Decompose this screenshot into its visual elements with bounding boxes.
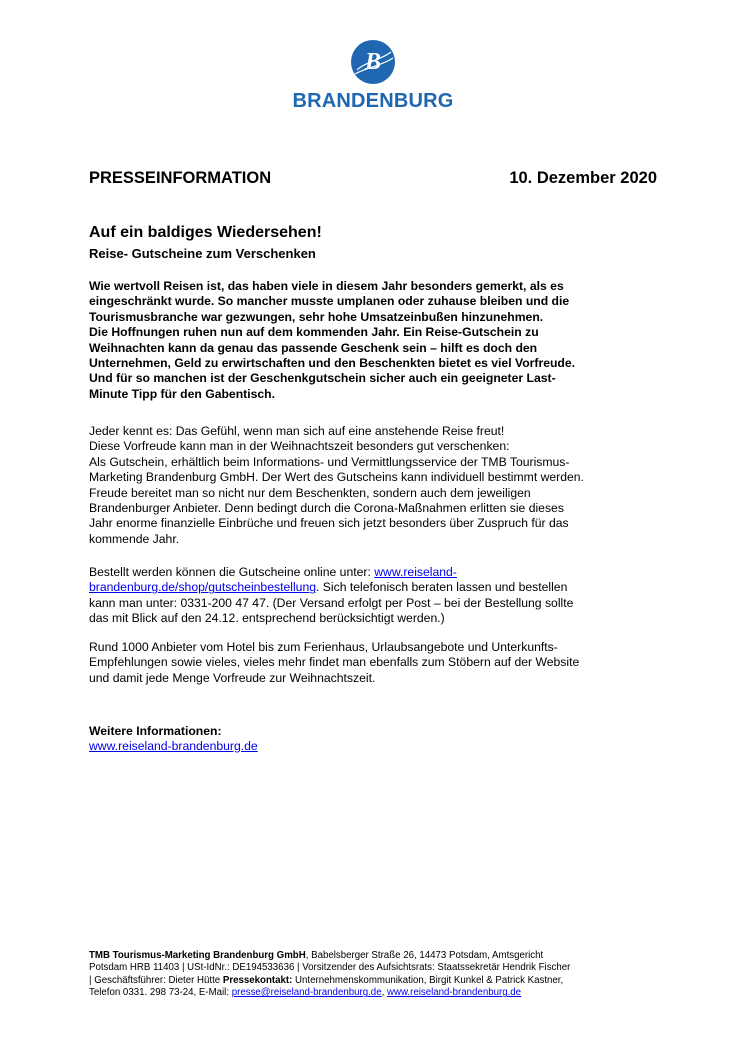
lead-line: Tourismusbranche war gezwungen, sehr hohe Umsatzeinbußen hinzunehmen. <box>89 309 544 324</box>
body-line: . Sich telefonisch beraten lassen und bestellen <box>316 580 568 595</box>
body-line: Marketing Brandenburg GmbH. Der Wert des Gutscheins kann individuell bestimmt werden. <box>89 470 584 485</box>
lead-line: Weihnachten kann da genau das passende Geschenk sein – hilft es doch den <box>89 340 538 355</box>
footer-imprint <box>89 950 659 1000</box>
body-line: Brandenburger Anbieter. Denn bedingt durch die Corona-Maßnahmen erlitten sie dieses <box>89 501 564 516</box>
body-paragraph-3 <box>89 640 659 686</box>
footer-text: | Geschäftsführer: Dieter Hütte <box>89 974 223 986</box>
press-label: PRESSEINFORMATION <box>89 169 272 187</box>
body-line: und damit jede Menge Vorfreude zur Weihnachtszeit. <box>89 670 376 685</box>
footer-website-link[interactable]: www.reiseland-brandenburg.de <box>386 987 522 999</box>
body-line: Empfehlungen sowie vieles, vieles mehr findet man ebenfalls zum Stöbern auf der Website <box>89 655 580 670</box>
body-line: Als Gutschein, erhältlich beim Informations- und Vermittlungsservice der TMB Tourismus- <box>89 454 570 469</box>
brandenburg-emblem-icon <box>351 40 395 84</box>
footer-separator: , <box>381 987 387 999</box>
lead-line: Und für so manchen ist der Geschenkgutschein sicher auch ein geeigneter Last- <box>89 371 556 386</box>
website-link[interactable]: www.reiseland-brandenburg.de <box>89 739 258 753</box>
brandenburg-logo <box>0 40 746 113</box>
body-line: Diese Vorfreude kann man in der Weihnachtszeit besonders gut verschenken: <box>89 439 510 454</box>
more-info-heading: Weitere Informationen: <box>89 724 222 738</box>
body-line: Jeder kennt es: Das Gefühl, wenn man sich auf eine anstehende Reise freut! <box>89 424 505 438</box>
body-paragraph-2 <box>89 565 659 627</box>
body-line: das mit Blick auf den 24.12. entsprechend berücksichtigt werden.) <box>89 611 445 626</box>
lead-line: Die Hoffnungen ruhen nun auf dem kommenden Jahr. Ein Reise-Gutschein zu <box>89 325 539 340</box>
body-paragraph-1 <box>89 424 659 547</box>
footer-email-link[interactable]: presse@reiseland-brandenburg.de <box>231 987 382 999</box>
logo-wordmark: BRANDENBURG <box>292 90 454 112</box>
body-line: kann man unter: 0331-200 47 47. (Der Versand erfolgt per Post – bei der Bestellung sollte <box>89 595 574 610</box>
voucher-shop-link-continued[interactable]: brandenburg.de/shop/gutscheinbestellung <box>89 580 316 595</box>
body-line: kommende Jahr. <box>89 531 180 546</box>
footer-text: Potsdam HRB 11403 | USt-IdNr.: DE194533636 | Vorsitzender des Aufsichtsrats: Staatssekretär Hendrik Fischer <box>89 962 571 974</box>
lead-line: eingeschränkt wurde. So mancher musste umplanen oder zuhause bleiben und die <box>89 294 570 309</box>
body-line: Jahr enorme finanzielle Einbrüche und freuen sich jetzt besonders über Zuspruch für das <box>89 516 569 531</box>
footer-press-label: Pressekontakt: <box>222 974 293 986</box>
lead-line: Minute Tipp für den Gabentisch. <box>89 386 275 401</box>
lead-line: Wie wertvoll Reisen ist, das haben viele in diesem Jahr besonders gemerkt, als es <box>89 279 564 293</box>
article-subtitle: Reise- Gutscheine zum Verschenken <box>89 246 316 261</box>
body-line: Freude bereitet man so nicht nur dem Beschenkten, sondern auch dem jeweiligen <box>89 485 531 500</box>
lead-line: Unternehmen, Geld zu erwirtschaften und den Beschenkten bietet es viel Vorfreude. <box>89 356 576 371</box>
voucher-shop-link[interactable]: www.reiseland- <box>374 565 457 579</box>
article-title: Auf ein baldiges Wiedersehen! <box>89 224 322 241</box>
release-date: 10. Dezember 2020 <box>509 169 657 187</box>
document-header <box>89 169 657 188</box>
body-line: Bestellt werden können die Gutscheine online unter: <box>89 565 375 579</box>
body-line: Rund 1000 Anbieter vom Hotel bis zum Ferienhaus, Urlaubsangebote und Unterkunfts- <box>89 640 558 654</box>
footer-company: TMB Tourismus-Marketing Brandenburg GmbH <box>89 950 306 961</box>
lead-paragraph <box>89 279 659 402</box>
footer-text: , Babelsberger Straße 26, 14473 Potsdam, Amtsgericht <box>305 950 544 961</box>
footer-text: Unternehmenskommunikation, Birgit Kunkel & Patrick Kastner, <box>292 974 564 986</box>
logo-monogram: B <box>364 49 382 75</box>
footer-text: Telefon 0331. 298 73-24, E-Mail: <box>89 987 232 999</box>
